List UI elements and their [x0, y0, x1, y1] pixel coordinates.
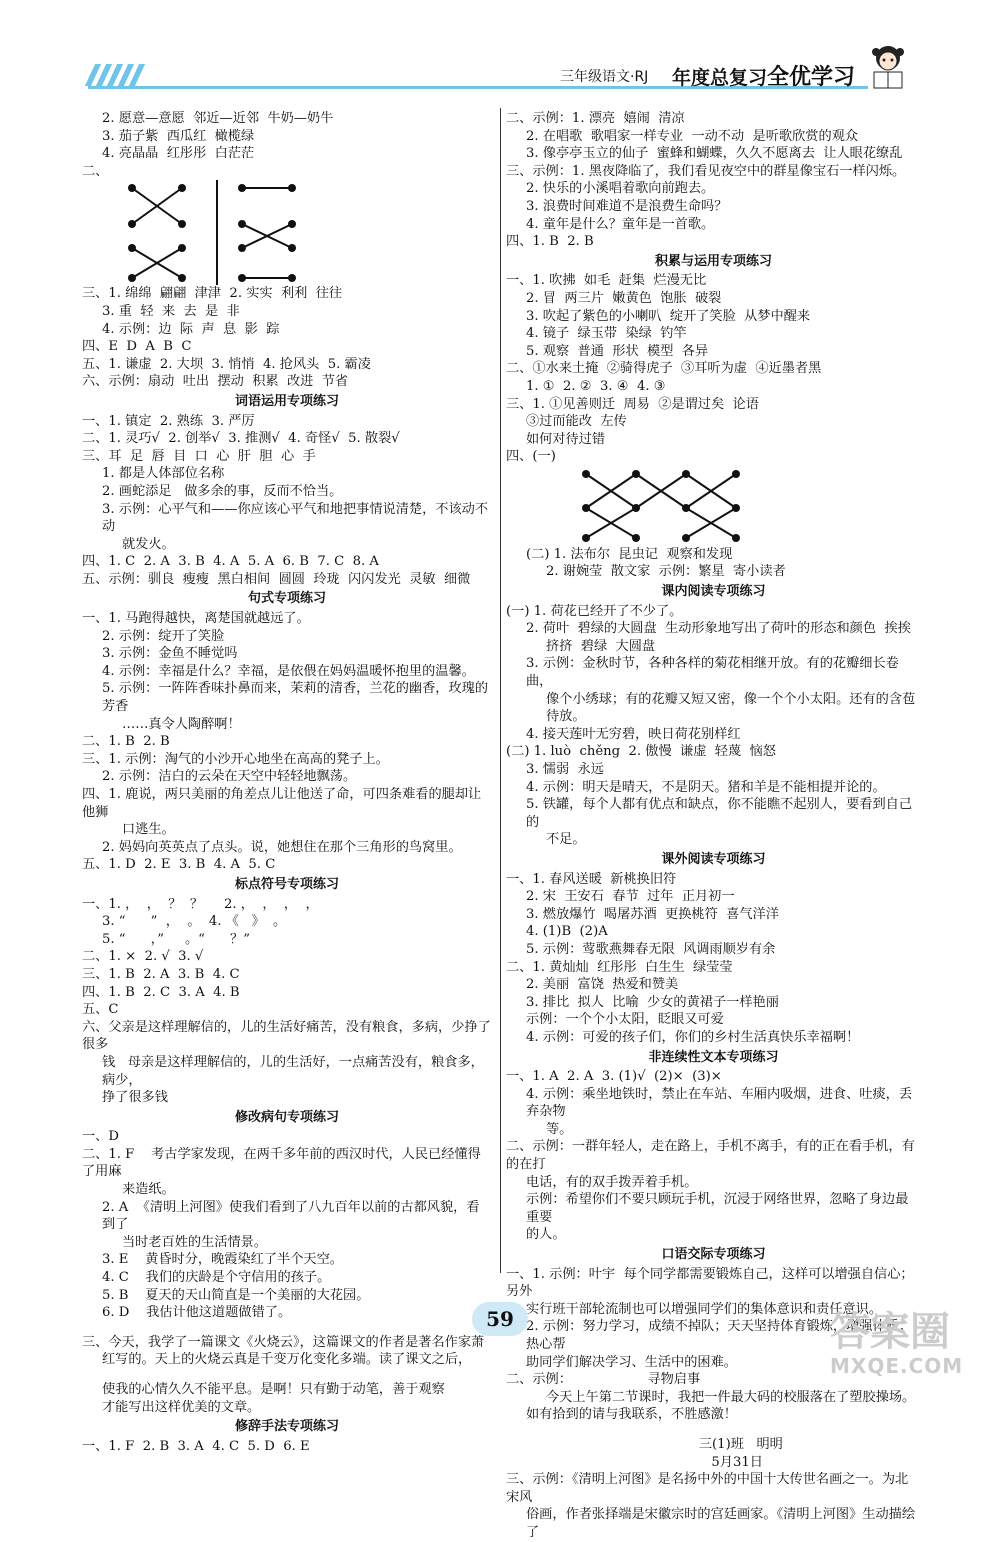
answer-line: 待放。	[546, 709, 586, 725]
answer-line: 3. 吹起了紫色的小喇叭 绽开了笑脸 从梦中醒来	[526, 308, 811, 324]
answer-line: (二) 1. 法布尔 昆虫记 观察和发现	[526, 546, 733, 562]
answer-line: 一、D	[82, 1129, 119, 1145]
section-heading: 课内阅读专项练习	[661, 584, 766, 600]
match-dot	[582, 470, 590, 478]
answer-line: 4. 示例：边 际 声 息 影 踪	[102, 321, 280, 337]
answer-line: 三(1)班 明明	[506, 1436, 783, 1452]
answer-line: 4. 示例：明天是晴天，不是阴天。猪和羊是不能相提并论的。	[526, 779, 886, 795]
answer-line: 挣了很多钱	[102, 1090, 168, 1106]
answer-line: 6. D 我估计他这道题做错了。	[102, 1305, 292, 1321]
page-number: 59	[472, 1302, 528, 1336]
match-dot	[682, 470, 690, 478]
watermark-logo: 答案圈 MXQE.COM	[830, 1309, 964, 1378]
match-dot	[178, 220, 186, 228]
answer-line: 口逃生。	[122, 822, 175, 838]
match-dot	[632, 504, 640, 512]
answer-line: 4. 示例：乘坐地铁时，禁止在车站、车厢内吸烟，进食、吐痰，丢弃杂物	[526, 1086, 913, 1120]
answer-line: 三、1. ①见善则迁 周易 ②是谓过矣 论语	[506, 396, 759, 412]
section-heading: 标点符号专项练习	[234, 876, 339, 892]
answer-line: 三、示例：1. 黑夜降临了，我们看见夜空中的群星像宝石一样闪烁。	[506, 163, 906, 179]
answer-line: 3. 重 轻 来 去 是 非	[102, 303, 240, 319]
answer-line: 5. 铁罐，每个人都有优点和缺点，你不能瞧不起别人，要看到自己的	[526, 797, 913, 830]
answer-line: 2. 快乐的小溪唱着歌向前跑去。	[526, 181, 715, 197]
answer-line: 五、1. 谦虚 2. 大坝 3. 悄悄 4. 抢风头 5. 霸凌	[82, 356, 371, 372]
answer-line: 如有拾到的请与我联系，不胜感激！	[526, 1407, 737, 1423]
answer-line: 2. 示例：洁白的云朵在天空中轻轻地飘荡。	[102, 769, 357, 785]
answer-line: 4. 镜子 绿玉带 染绿 钓竿	[526, 326, 687, 342]
answer-line: 三、耳 足 唇 目 口 心 肝 胆 心 手	[82, 448, 316, 464]
answer-line: 5. B 夏天的天山简直是一个美丽的大花园。	[102, 1287, 370, 1303]
answer-line: 2. 谢婉莹 散文家 示例：繁星 寄小读者	[546, 564, 786, 580]
matching-diagram	[82, 180, 492, 285]
answer-line: 像个小绣球；有的花瓣又短又密，像一个个小太阳。还有的含苞	[546, 691, 916, 707]
match-dot	[288, 244, 296, 252]
match-dot	[238, 244, 246, 252]
answer-line: 5月31日	[506, 1454, 763, 1470]
answer-line: 二、1. × 2. √ 3. √	[82, 949, 204, 965]
answer-line: 2. 冒 两三片 嫩黄色 饱胀 破裂	[526, 290, 722, 306]
answer-line: 四、1. C 2. A 3. B 4. A 5. A 6. B 7. C 8. A	[82, 554, 379, 570]
page-header	[0, 0, 1000, 110]
section-heading: 修改病句专项练习	[234, 1109, 339, 1125]
answer-line: 一、1. 示例：叶宇 每个同学都需要锻炼自己，这样可以增强自信心；另外	[506, 1266, 914, 1300]
answer-line: 2. 在唱歌 歌唱家一样专业 一动不动 是听歌欣赏的观众	[526, 128, 859, 144]
match-dot	[288, 220, 296, 228]
answer-line: 红写的。天上的火烧云真是千变万化变化多端。读了课文之后，	[102, 1352, 472, 1368]
answer-line: 一、1. ， ， ？ ？ 2. ， ， ， ，	[82, 896, 319, 912]
answer-line: 一、1. 吹拂 如毛 赶集 烂漫无比	[506, 273, 707, 289]
answer-line: 1. ① 2. ② 3. ④ 4. ③	[526, 378, 666, 394]
answer-line: 4. 亮晶晶 红彤彤 白茫茫	[102, 146, 255, 162]
match-dot	[682, 534, 690, 542]
answer-line: 挤挤 碧绿 大圆盘	[546, 638, 656, 654]
section-heading: 课外阅读专项练习	[661, 851, 766, 867]
match-dot	[128, 274, 136, 282]
answer-line: 3. 浪费时间难道不是浪费生命吗？	[526, 198, 728, 214]
answer-line: 3. 懦弱 永远	[526, 762, 604, 777]
answer-line: 五、C	[82, 1002, 119, 1018]
answer-line: (一) 1. 荷花已经开了不少了。	[506, 603, 683, 619]
answer-line: 3. E 黄昏时分，晚霞染红了半个天空。	[102, 1252, 343, 1268]
match-dot	[238, 274, 246, 282]
answer-line: 二、示例：1. 漂亮 嬉闹 清凉	[506, 111, 685, 126]
answer-line: 六、父亲是这样理解信的，儿的生活好痛苦，没有粮食，多病，少挣了很多	[82, 1019, 491, 1053]
section-heading: 积累与运用专项练习	[654, 253, 772, 269]
match-dot	[238, 220, 246, 228]
match-dot	[128, 184, 136, 192]
answer-line: 2. A 《清明上河图》使我们看到了八九百年以前的古都风貌，看到了	[102, 1199, 480, 1233]
answer-line: 5. 示例：一阵阵香味扑鼻而来，茉莉的清香，兰花的幽香，玫瑰的芳香	[102, 681, 489, 715]
answer-line: 三、1. 绵绵 翩翩 津津 2. 实实 利利 往往	[82, 286, 343, 302]
answer-line: 4. 童年是什么？童年是一首歌。	[526, 216, 715, 232]
answer-line: 4. (1)B (2)A	[526, 924, 608, 940]
answer-line: 2. 宋 王安石 春节 过年 正月初一	[526, 889, 735, 905]
answer-line: 使我的心情久久不能平息。是啊！只有勤于动笔，善于观察	[102, 1382, 445, 1397]
answer-line: 3. 示例：心平气和——你应该心平气和地把事情说清楚，不该动不动	[102, 501, 489, 535]
answer-line: 二、	[82, 163, 109, 179]
answer-line: 四、1. B 2. C 3. A 4. B	[82, 984, 240, 1000]
section-heading: 句式专项练习	[247, 591, 326, 607]
answer-line: 四、1. 鹿说，两只美丽的角差点儿让他送了命，可四条难看的腿却让他狮	[82, 787, 482, 820]
section-heading: 非连续性文本专项练习	[648, 1049, 779, 1065]
match-dot	[632, 534, 640, 542]
answer-line: 2. 愿意—意愿 邻近—近邻 牛奶—奶牛	[102, 111, 334, 126]
match-dot	[128, 220, 136, 228]
answer-line: 助同学们解决学习、生活中的困难。	[526, 1354, 737, 1370]
answer-line: 一、1. 春风送暖 新桃换旧符	[506, 871, 677, 887]
answer-line: 二、1. 黄灿灿 红彤彤 白生生 绿莹莹	[506, 959, 733, 975]
answer-line: 一、1. F 2. B 3. A 4. C 5. D 6. E	[82, 1438, 310, 1454]
answer-line: 三、1. 示例：淘气的小沙开心地坐在高高的凳子上。	[82, 751, 389, 767]
match-dot	[682, 504, 690, 512]
match-dot	[288, 184, 296, 192]
answer-line: 今天上午第二节课时，我把一件最大码的校服落在了塑胶操场。	[546, 1389, 916, 1405]
match-dot	[178, 274, 186, 282]
answer-line: 四、1. B 2. B	[506, 234, 594, 250]
answer-line: 4. 示例：可爱的孩子们，你们的乡村生活真快乐幸福啊！	[526, 1029, 860, 1045]
section-heading: 修辞手法专项练习	[234, 1419, 339, 1435]
answer-line: 2. 妈妈向英英点了点头。说，她想住在那个三角形的鸟窝里。	[102, 839, 462, 855]
answer-line: 二、示例： 寻物启事	[506, 1372, 701, 1388]
match-dot	[582, 504, 590, 512]
answer-line: 六、示例：扇动 吐出 摆动 积累 改进 节省	[82, 374, 349, 390]
answer-line	[506, 1424, 921, 1436]
matching-lines-diagram	[536, 466, 766, 546]
answer-line: 来造纸。	[122, 1182, 175, 1198]
answer-line: 四、(一)	[506, 449, 556, 465]
grade-label: 三年级语文·RJ	[560, 69, 649, 85]
answer-line: 1. 都是人体部位名称	[102, 466, 225, 482]
match-dot	[582, 534, 590, 542]
match-dot	[128, 244, 136, 252]
answer-line: 示例：一个个小太阳，眨眼又可爱	[526, 1012, 724, 1028]
answer-line: 示例：希望你们不要只顾玩手机，沉浸于网络世界，忽略了身边最重要	[526, 1192, 909, 1225]
answer-line: 五、1. D 2. E 3. B 4. A 5. C	[82, 857, 276, 873]
answer-line: 的人。	[526, 1227, 566, 1243]
answer-line: 才能写出这样优美的文章。	[102, 1399, 261, 1415]
answer-line: 3. 示例：金秋时节，各种各样的菊花相继开放。有的花瓣细长卷曲，	[526, 656, 899, 690]
answer-line: 四、E D A B C	[82, 339, 192, 355]
answer-line: 二、1. 灵巧√ 2. 创举√ 3. 推测√ 4. 奇怪√ 5. 散裂√	[82, 431, 400, 447]
answer-line: 一、1. 镇定 2. 熟练 3. 严厉	[82, 413, 255, 429]
section-heading: 词语运用专项练习	[234, 393, 339, 409]
answer-line: 二、1. F 考古学家发现，在两千多年前的西汉时代，人民已经懂得了用麻	[82, 1146, 481, 1180]
answer-line: 3. “ ” ， 。 4. 《 》 。	[102, 914, 287, 930]
match-dot	[178, 244, 186, 252]
answer-line: 三、1. B 2. A 3. B 4. C	[82, 966, 240, 982]
answer-line: ……真令人陶醉啊！	[122, 716, 241, 732]
match-dot	[288, 274, 296, 282]
answer-line: 电话，有的双手拨弄着手机。	[526, 1174, 698, 1190]
answer-line	[82, 1369, 492, 1381]
answer-line: 5. 示例：莺歌燕舞春无限 风调雨顺岁有余	[526, 941, 776, 957]
answer-line: 3. 燃放爆竹 喝屠苏酒 更换桃符 喜气洋洋	[526, 906, 779, 922]
column-divider	[500, 108, 501, 1273]
match-dot	[732, 470, 740, 478]
section-heading: 口语交际专项练习	[661, 1247, 766, 1263]
matching-diagram	[506, 466, 921, 546]
answer-line: 4. 接天莲叶无穷碧，映日荷花别样红	[526, 726, 741, 742]
answer-line: 3. 排比 拟人 比喻 少女的黄裙子一样艳丽	[526, 994, 779, 1010]
answer-line	[82, 1322, 492, 1334]
answer-line: 当时老百姓的生活情景。	[122, 1234, 268, 1250]
answer-line: 二、示例：一群年轻人，走在路上，手机不离手，有的正在看手机，有的在打	[506, 1139, 915, 1173]
answer-line: 3. 茄子紫 西瓜红 橄榄绿	[102, 128, 255, 144]
answer-line: 二、1. B 2. B	[82, 734, 170, 750]
answer-line: 4. C 我们的庆龄是个守信用的孩子。	[102, 1270, 331, 1286]
answer-line: 3. 像亭亭玉立的仙子 蜜蜂和蝴蝶，久久不愿离去 让人眼花缭乱	[526, 146, 903, 162]
answer-line: 俗画，作者张择端是宋徽宗时的宫廷画家。《清明上河图》生动描绘了	[526, 1507, 916, 1540]
match-dot	[732, 534, 740, 542]
answer-line: 一、1. A 2. A 3. (1)√ (2)× (3)×	[506, 1069, 722, 1085]
answer-line: 如何对待过错	[526, 431, 606, 447]
match-dot	[632, 470, 640, 478]
brand-title: 年度总复习全优学习	[672, 64, 856, 90]
answer-line: 2. 示例：绽开了笑脸	[102, 628, 225, 644]
answer-line: 等。	[546, 1121, 573, 1137]
answer-line: ③过而能改 左传	[526, 414, 627, 430]
answer-line: 2. 荷叶 碧绿的大圆盘 生动形象地写出了荷叶的形态和颜色 挨挨	[526, 621, 911, 637]
match-dot	[178, 184, 186, 192]
matching-lines-diagram	[112, 180, 312, 285]
answer-line: 就发火。	[122, 536, 175, 552]
answer-line: 4. 示例：幸福是什么？幸福，是依偎在妈妈温暖怀抱里的温馨。	[102, 663, 475, 679]
left-column	[82, 110, 492, 1455]
answer-line: 3. 示例：金鱼不睡觉吗	[102, 646, 238, 662]
match-dot	[238, 184, 246, 192]
answer-line: 2. 画蛇添足 做多余的事，反而不恰当。	[102, 483, 343, 499]
answer-line: 实行班干部轮流制也可以增强同学们的集体意识和责任意识。	[526, 1301, 883, 1317]
answer-line: 5. “ ，” 。“ ？”	[102, 931, 250, 947]
answer-line: 不足。	[546, 832, 586, 848]
answer-line: 钱 母亲是这样理解信的，儿的生活好，一点痛苦没有，粮食多，病少，	[102, 1054, 484, 1088]
answer-line: (二) 1. luò chěng 2. 傲慢 谦虚 轻蔑 恼怒	[506, 744, 776, 760]
answer-line: 五、示例：驯良 瘦瘦 黑白相间 圆圆 玲珑 闪闪发光 灵敏 细微	[82, 571, 471, 587]
answer-line: 三、今天，我学了一篇课文《火烧云》，这篇课文的作者是著名作家萧	[82, 1334, 485, 1350]
match-dot	[732, 504, 740, 512]
answer-line: 二、①水来土掩 ②骑得虎子 ③耳听为虚 ④近墨者黑	[506, 361, 822, 377]
reading-child-icon	[862, 42, 914, 94]
answer-line: 一、1. 马跑得越快，离楚国就越远了。	[82, 611, 310, 627]
answer-line: 2. 示例：努力学习，成绩不掉队；天天坚持体育锻炼，增强体质；热心帮	[526, 1319, 913, 1352]
answer-line: 5. 观察 普通 形状 模型 各异	[526, 343, 709, 359]
answer-line: 三、示例：《清明上河图》是名扬中外的中国十大传世名画之一。为北宋风	[506, 1472, 909, 1505]
answer-line: 2. 美丽 富饶 热爱和赞美	[526, 977, 679, 993]
